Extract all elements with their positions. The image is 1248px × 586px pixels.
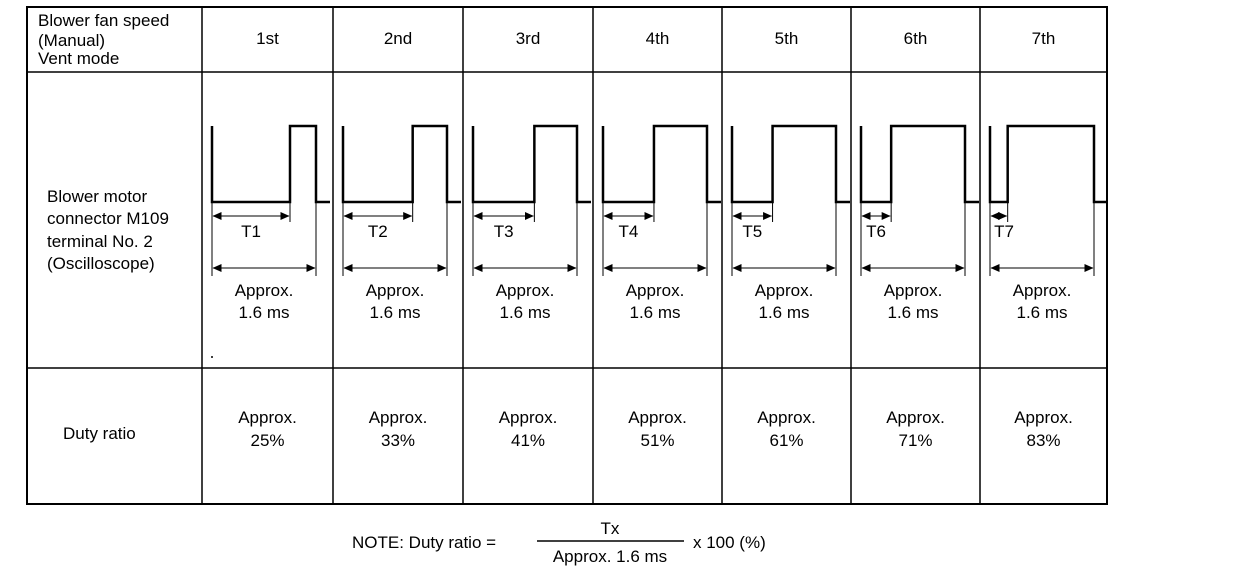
period-value: 1.6 ms [758, 303, 810, 322]
time-label-t3: T3 [493, 222, 514, 241]
row-label-line: Blower motor [47, 187, 148, 206]
pulse-waveform [473, 126, 591, 202]
duty-value-6: 71% [898, 431, 933, 450]
header-label-line: (Manual) [38, 31, 106, 50]
period-value: 1.6 ms [369, 303, 421, 322]
note-prefix: NOTE: Duty ratio = [352, 533, 497, 552]
pulse-waveform [603, 126, 721, 202]
time-label-t7: T7 [994, 222, 1014, 241]
speed-header-5: 5th [774, 29, 799, 48]
row-label-line: (Oscilloscope) [47, 254, 155, 273]
duty-approx-label: Approx. [1014, 408, 1073, 427]
note-numerator: Tx [600, 519, 620, 538]
duty-approx-label: Approx. [498, 408, 558, 427]
note-formula [352, 519, 766, 566]
duty-approx-label: Approx. [757, 408, 816, 427]
time-label-t1: T1 [241, 222, 261, 241]
header-label [38, 11, 174, 68]
speed-header-4: 4th [645, 29, 670, 48]
period-value: 1.6 ms [629, 303, 681, 322]
pulse-waveform [343, 126, 461, 202]
header-label-line: Blower fan speed [38, 11, 170, 30]
duty-approx-label: Approx. [368, 408, 428, 427]
period-approx-label: Approx. [754, 281, 814, 300]
row-label-line: terminal No. 2 [47, 232, 153, 251]
period-approx-label: Approx. [1012, 281, 1072, 300]
pulse-waveform [861, 126, 979, 202]
period-value: 1.6 ms [1016, 303, 1068, 322]
note-denominator: Approx. 1.6 ms [552, 547, 668, 566]
note-suffix: x 100 (%) [693, 533, 766, 552]
duty-value-2: 33% [380, 431, 416, 450]
period-approx-label: Approx. [234, 281, 294, 300]
speed-header-3: 3rd [515, 29, 541, 48]
period-approx-label: Approx. [883, 281, 943, 300]
duty-approx-label: Approx. [238, 408, 297, 427]
duty-value-3: 41% [510, 431, 546, 450]
duty-approx-label: Approx. [886, 408, 945, 427]
period-approx-label: Approx. [495, 281, 555, 300]
time-label-t4: T4 [618, 222, 639, 241]
duty-value-5: 61% [769, 431, 804, 450]
period-value: 1.6 ms [887, 303, 939, 322]
duty-value-1: 25% [250, 431, 285, 450]
duty-value-4: 51% [640, 431, 675, 450]
duty-approx-label: Approx. [628, 408, 687, 427]
oscilloscope-row-label [47, 187, 174, 273]
pulse-waveform [732, 126, 850, 202]
speed-header-7: 7th [1031, 29, 1056, 48]
pulse-waveform [212, 126, 330, 202]
speed-header-6: 6th [903, 29, 928, 48]
time-label-t2: T2 [367, 222, 388, 241]
speed-columns [212, 29, 1107, 450]
duty-ratio-row-label: Duty ratio [63, 424, 136, 443]
time-label-t6: T6 [866, 222, 887, 241]
period-value: 1.6 ms [499, 303, 551, 322]
scan-dot [211, 356, 213, 358]
time-label-t5: T5 [742, 222, 763, 241]
pulse-waveform [990, 126, 1107, 202]
speed-header-2: 2nd [383, 29, 413, 48]
table-grid [27, 7, 1107, 504]
period-approx-label: Approx. [365, 281, 425, 300]
speed-header-1: 1st [256, 29, 279, 48]
duty-value-7: 83% [1026, 431, 1061, 450]
period-approx-label: Approx. [625, 281, 685, 300]
period-value: 1.6 ms [238, 303, 290, 322]
row-label-line: connector M109 [47, 209, 169, 228]
header-label-line: Vent mode [38, 49, 120, 68]
